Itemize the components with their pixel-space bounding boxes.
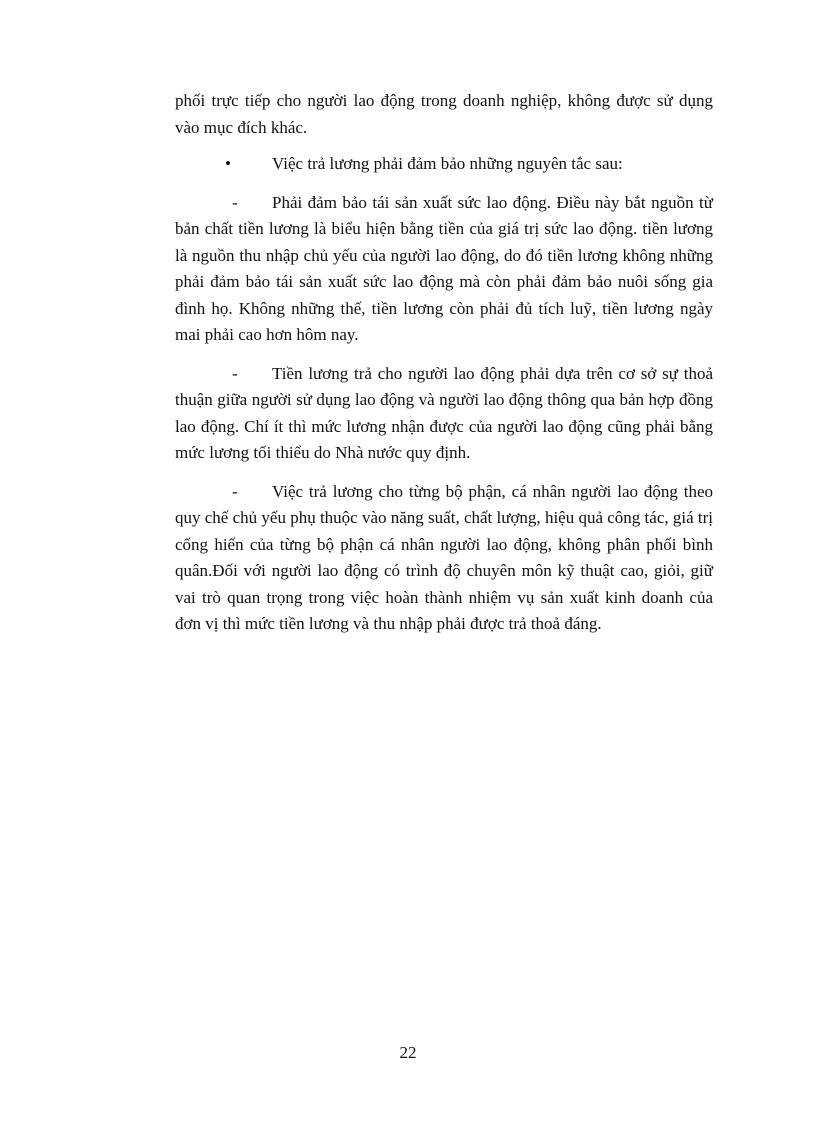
dash-text-3: Việc trả lương cho từng bộ phận, cá nhân người lao động theo quy chế chủ yếu phụ thuộc vào năng suất, chất lượng, hiệu quả công tác, giá trị cống hiến của từng bộ phận cá nhân người lao động, không phân phối bình quân.Đối với người lao động có trình độ chuyên môn kỹ thuật cao, giỏi, giữ vai trò quan trọng trong việc hoàn thành nhiệm vụ sản xuất kinh doanh của đơn vị thì mức tiền lương và thu nhập phải được trả thoả đáng. xyxy=(175,481,713,633)
dash-text-1: Phải đảm bảo tái sản xuất sức lao động. Điều này bắt nguồn từ bản chất tiền lương là biểu hiện bằng tiền của giá trị sức lao động. tiền lương là nguồn thu nhập chủ yếu của người lao động, do đó tiền lương không những phải đảm bảo tái sản xuất sức lao động mà còn phải đảm bảo nuôi sống gia đình họ. Không những thế, tiền lương còn phải đủ tích luỹ, tiền lương ngày mai phải cao hơn hôm nay. xyxy=(175,192,713,344)
continuation-paragraph: phối trực tiếp cho người lao động trong doanh nghiệp, không được sử dụng vào mục đích khác. xyxy=(175,91,713,137)
dash-item-2 xyxy=(175,361,713,467)
bullet-text: Việc trả lương phải đảm bảo những nguyên tắc sau: xyxy=(272,154,623,173)
dash-marker-3: - xyxy=(232,481,238,501)
dash-marker-1: - xyxy=(232,192,238,212)
bullet-marker: • xyxy=(225,154,231,173)
dash-text-2: Tiền lương trả cho người lao động phải dựa trên cơ sở sự thoả thuận giữa người sử dụng lao động và người lao động thông qua bản hợp đồng lao động. Chí ít thì mức lương nhận được của người lao động cũng phải bằng mức lương tối thiểu do Nhà nước quy định. xyxy=(175,363,713,462)
page-body xyxy=(175,88,713,650)
bullet-item xyxy=(175,151,713,178)
dash-item-1 xyxy=(175,190,713,349)
dash-item-3 xyxy=(175,479,713,638)
page-number: 22 xyxy=(399,1043,417,1062)
dash-marker-2: - xyxy=(232,363,238,383)
